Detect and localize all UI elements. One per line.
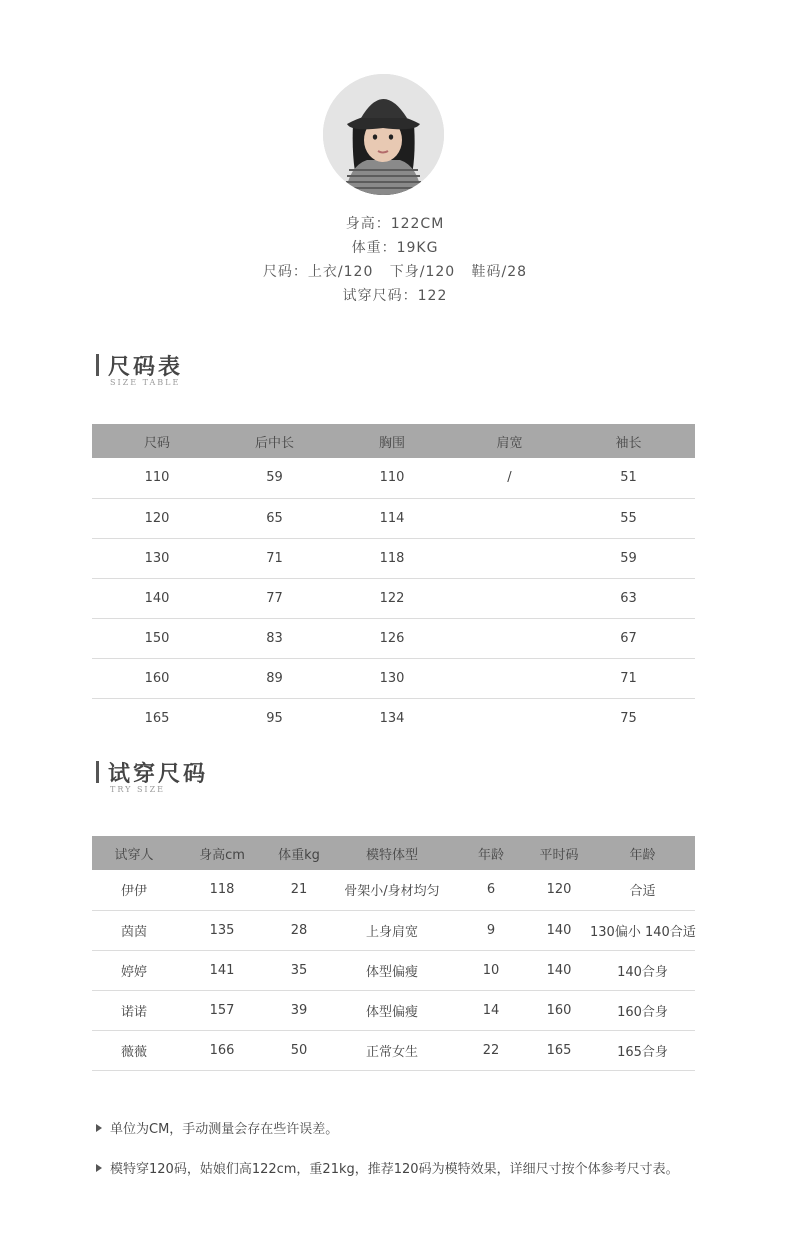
header-cell: 身高cm xyxy=(199,847,245,863)
table-cell: 126 xyxy=(327,618,457,658)
table-cell: 89 xyxy=(222,658,327,698)
table-cell: 诺诺 xyxy=(92,990,176,1030)
model-size: 尺码：上衣/120 下身/120 鞋码/28 xyxy=(262,264,528,280)
table-cell: 51 xyxy=(562,458,695,498)
heading-bar xyxy=(96,354,99,376)
note-text: 模特穿120码，姑娘们高122cm，重21kg，推荐120码为模特效果，详细尺寸按个体参考尺寸表。 xyxy=(110,1162,679,1177)
table-row xyxy=(92,578,695,618)
table-cell xyxy=(457,498,562,538)
header-cell: 胸围 xyxy=(378,435,405,451)
table-cell: 141 xyxy=(176,950,268,990)
table-cell: 114 xyxy=(327,498,457,538)
table-cell: 95 xyxy=(266,710,283,726)
table-row xyxy=(92,538,695,578)
table-cell: 骨架小/身材均匀 xyxy=(330,870,454,910)
table-cell: 134 xyxy=(379,710,405,726)
table-cell: 正常女生 xyxy=(330,1030,454,1070)
header-cell: 年龄 xyxy=(629,847,656,863)
table-cell: 9 xyxy=(454,910,528,950)
table-row xyxy=(92,870,695,910)
table-cell: 伊伊 xyxy=(92,870,176,910)
note-item xyxy=(96,1118,338,1137)
table-cell xyxy=(457,698,562,738)
note-text: 单位为CM，手动测量会存在些许误差。 xyxy=(110,1122,339,1137)
table-cell: 160 xyxy=(528,990,590,1030)
size-table-subtitle: SIZE TABLE xyxy=(110,378,181,387)
table-cell: 110 xyxy=(92,458,222,498)
header-cell: 平时码 xyxy=(539,847,579,863)
table-cell: 39 xyxy=(268,990,330,1030)
table-cell: 140 xyxy=(92,578,222,618)
table-cell: 茵茵 xyxy=(92,910,176,950)
table-cell: 130 xyxy=(92,538,222,578)
table-cell xyxy=(457,538,562,578)
try-table-header-row xyxy=(92,836,695,870)
model-height: 身高：122CM xyxy=(345,216,445,232)
header-cell: 模特体型 xyxy=(365,847,418,863)
table-cell: 140 xyxy=(528,950,590,990)
table-cell: 165合身 xyxy=(590,1030,695,1070)
table-cell: 71 xyxy=(562,658,695,698)
size-table xyxy=(92,424,695,738)
table-cell: 122 xyxy=(327,578,457,618)
table-row xyxy=(92,990,695,1030)
table-cell: 110 xyxy=(327,458,457,498)
header-cell: 体重kg xyxy=(278,847,320,863)
table-cell: 婷婷 xyxy=(92,950,176,990)
table-cell: 135 xyxy=(176,910,268,950)
table-row xyxy=(92,618,695,658)
table-cell: 150 xyxy=(92,618,222,658)
size-table-title: 尺码表 xyxy=(108,354,184,380)
table-cell xyxy=(457,578,562,618)
table-cell: 65 xyxy=(222,498,327,538)
triangle-bullet-icon xyxy=(96,1124,102,1132)
table-cell xyxy=(457,618,562,658)
header-cell: 尺码 xyxy=(143,435,170,451)
table-cell: 118 xyxy=(176,870,268,910)
table-cell: 165 xyxy=(528,1030,590,1070)
table-cell: 14 xyxy=(454,990,528,1030)
table-cell: 35 xyxy=(268,950,330,990)
table-cell: 77 xyxy=(222,578,327,618)
table-cell: 体型偏瘦 xyxy=(330,990,454,1030)
table-cell: 21 xyxy=(268,870,330,910)
table-cell: 63 xyxy=(562,578,695,618)
table-row xyxy=(92,950,695,990)
table-row xyxy=(92,498,695,538)
table-cell: 6 xyxy=(454,870,528,910)
table-cell: 140 xyxy=(528,910,590,950)
table-cell: 71 xyxy=(222,538,327,578)
table-cell: 165 xyxy=(144,710,170,726)
try-size-table xyxy=(92,836,695,1071)
table-cell xyxy=(457,658,562,698)
table-cell: 22 xyxy=(454,1030,528,1070)
header-cell: 后中长 xyxy=(254,435,294,451)
table-cell: 薇薇 xyxy=(92,1030,176,1070)
table-cell: 59 xyxy=(222,458,327,498)
table-cell: 83 xyxy=(222,618,327,658)
model-photo xyxy=(323,74,444,195)
table-cell: 75 xyxy=(620,710,637,726)
table-cell: 160 xyxy=(92,658,222,698)
try-size-title: 试穿尺码 xyxy=(108,761,209,787)
try-size-subtitle: TRY SIZE xyxy=(110,785,165,794)
table-cell: 130偏小 140合适 xyxy=(590,910,695,950)
table-row xyxy=(92,458,695,498)
header-cell: 袖长 xyxy=(615,435,642,451)
table-row xyxy=(92,658,695,698)
table-cell: 120 xyxy=(92,498,222,538)
model-photo-illustration xyxy=(323,74,444,195)
table-cell: 140合身 xyxy=(590,950,695,990)
table-cell: 28 xyxy=(268,910,330,950)
table-cell: / xyxy=(457,458,562,498)
triangle-bullet-icon xyxy=(96,1164,102,1172)
table-cell: 67 xyxy=(562,618,695,658)
header-cell: 年龄 xyxy=(477,847,504,863)
heading-bar xyxy=(96,761,99,783)
table-cell: 166 xyxy=(176,1030,268,1070)
table-cell: 体型偏瘦 xyxy=(330,950,454,990)
table-cell: 59 xyxy=(562,538,695,578)
model-info xyxy=(0,212,790,308)
model-weight: 体重：19KG xyxy=(351,240,439,256)
model-try-size: 试穿尺码：122 xyxy=(342,288,448,304)
table-row xyxy=(92,910,695,950)
table-cell: 118 xyxy=(327,538,457,578)
table-cell: 55 xyxy=(562,498,695,538)
table-cell: 130 xyxy=(327,658,457,698)
table-cell: 10 xyxy=(454,950,528,990)
table-cell: 160合身 xyxy=(590,990,695,1030)
size-table-header-row xyxy=(92,424,695,458)
header-cell: 试穿人 xyxy=(114,847,154,863)
note-item xyxy=(96,1158,679,1177)
table-row xyxy=(92,1030,695,1070)
table-cell: 50 xyxy=(268,1030,330,1070)
table-row xyxy=(92,698,695,738)
table-cell: 合适 xyxy=(590,870,695,910)
table-cell: 120 xyxy=(528,870,590,910)
header-cell: 肩宽 xyxy=(496,435,523,451)
table-cell: 上身肩宽 xyxy=(330,910,454,950)
table-cell: 157 xyxy=(176,990,268,1030)
